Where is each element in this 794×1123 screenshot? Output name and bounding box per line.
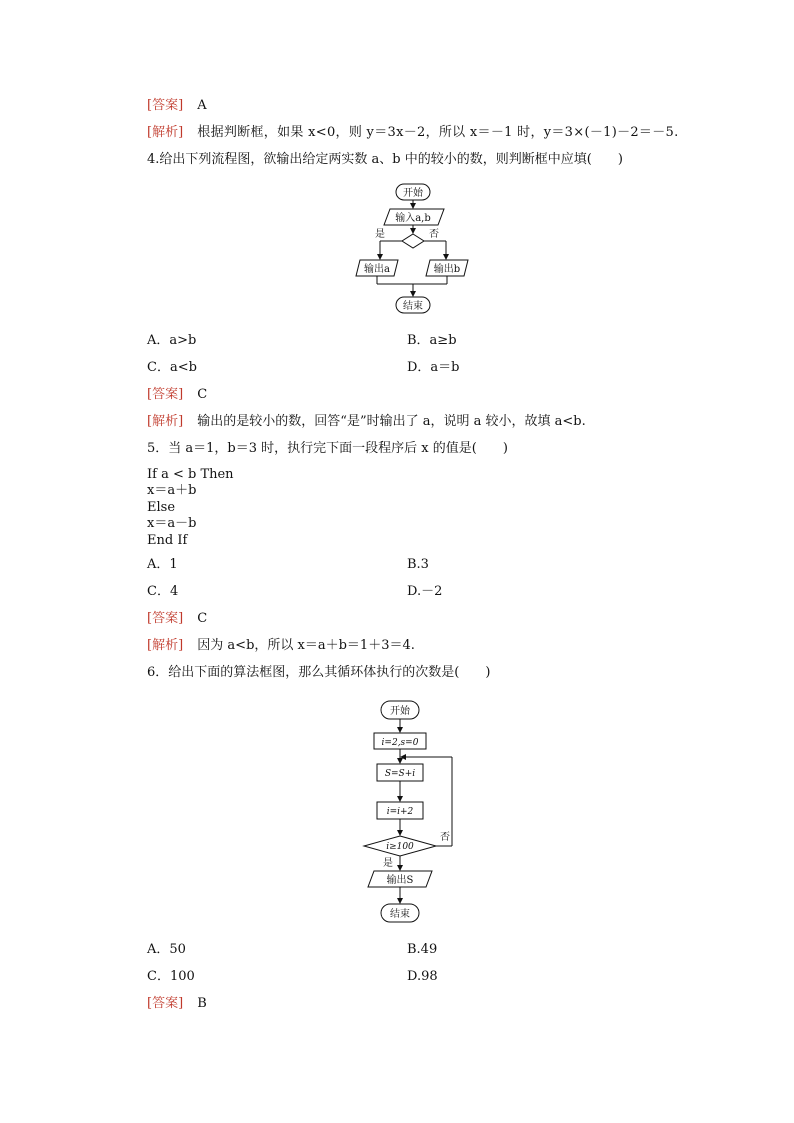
code-line-5: End If (147, 533, 188, 548)
q6-option-d[interactable]: D.98 (407, 969, 438, 984)
explanation-5 (147, 638, 415, 654)
flowchart-q6 (355, 695, 475, 930)
q4-option-b[interactable]: B．a≥b (407, 333, 457, 348)
fc6-inc-label: i=i+2 (386, 807, 414, 817)
code-line-2: x＝a＋b (147, 483, 197, 498)
q4-option-c[interactable]: C．a<b (147, 360, 197, 375)
answer-tag: [答案] (147, 98, 184, 113)
fc4-input-label: 输入a,b (395, 213, 431, 224)
answer-6 (147, 996, 207, 1012)
answer-tag: [答案] (147, 387, 184, 402)
fc6-start-label: 开始 (390, 706, 410, 717)
fc4-decision-diamond (402, 234, 424, 248)
explanation-tag: [解析] (147, 414, 184, 429)
q5-option-a[interactable]: A．1 (147, 557, 178, 572)
fc6-sum-label: S=S+i (384, 769, 416, 779)
fc6-end-label: 结束 (390, 909, 410, 920)
fc6-init-label: i=2,s=0 (381, 738, 419, 748)
code-line-4: x＝a－b (147, 516, 197, 531)
question-6-stem: 6．给出下面的算法框图，那么其循环体执行的次数是( ) (147, 665, 491, 680)
q5-option-d[interactable]: D.－2 (407, 584, 443, 599)
explanation-text: 输出的是较小的数，回答“是”时输出了 a，说明 a 较小，故填 a<b. (197, 414, 586, 429)
q5-option-c[interactable]: C．4 (147, 584, 179, 599)
fc4-end-label: 结束 (403, 301, 423, 312)
answer-value: C (197, 387, 208, 402)
explanation-tag: [解析] (147, 638, 184, 653)
fc6-condition-label: i≥100 (386, 842, 414, 852)
answer-value: B (197, 996, 207, 1011)
explanation-tag: [解析] (147, 125, 184, 140)
fc6-output-label: 输出S (386, 875, 414, 886)
explanation-4 (147, 414, 586, 430)
answer-3 (147, 98, 207, 114)
answer-5 (147, 611, 207, 627)
answer-value: A (197, 98, 207, 113)
answer-tag: [答案] (147, 611, 184, 626)
fc4-output-a-label: 输出a (364, 264, 390, 275)
q6-option-a[interactable]: A．50 (147, 942, 186, 957)
explanation-3 (147, 125, 679, 141)
flowchart-q4 (350, 180, 480, 320)
code-line-3: Else (147, 500, 176, 515)
explanation-text: 因为 a<b，所以 x＝a＋b＝1＋3＝4. (197, 638, 415, 653)
answer-tag: [答案] (147, 996, 184, 1011)
question-5-stem: 5．当 a＝1，b＝3 时，执行完下面一段程序后 x 的值是( ) (147, 441, 508, 456)
q5-option-b[interactable]: B.3 (407, 557, 429, 572)
q4-option-d[interactable]: D．a＝b (407, 360, 460, 375)
code-line-1: If a < b Then (147, 467, 234, 482)
fc6-yes-label: 是 (383, 858, 393, 869)
question-4-stem: 4.给出下列流程图，欲输出给定两实数 a、b 中的较小的数，则判断框中应填( ) (147, 152, 623, 167)
fc4-start-label: 开始 (403, 188, 423, 199)
fc4-yes-label: 是 (375, 229, 385, 240)
fc4-no-label: 否 (429, 229, 439, 240)
fc4-output-b-label: 输出b (433, 264, 461, 275)
q4-option-a[interactable]: A．a>b (147, 333, 197, 348)
fc6-no-label: 否 (440, 832, 450, 843)
explanation-text: 根据判断框，如果 x<0，则 y＝3x－2，所以 x＝－1 时，y＝3×(－1)－2＝－5. (197, 125, 679, 140)
q6-option-c[interactable]: C．100 (147, 969, 195, 984)
answer-value: C (197, 611, 208, 626)
q6-option-b[interactable]: B.49 (407, 942, 438, 957)
answer-4 (147, 387, 207, 403)
